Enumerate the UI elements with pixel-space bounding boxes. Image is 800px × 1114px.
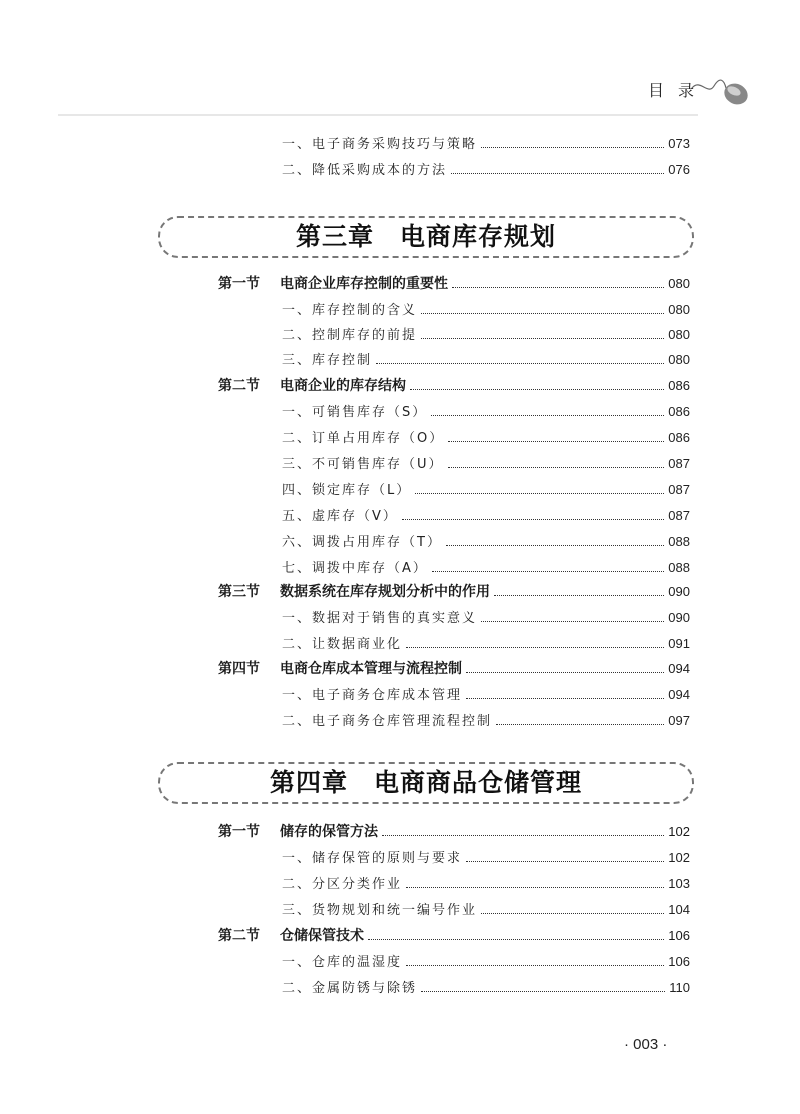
- toc-item[interactable]: [282, 558, 690, 578]
- dot-leader: [448, 441, 664, 442]
- section-number: 第二节: [218, 928, 260, 944]
- dot-leader: [402, 519, 664, 520]
- section-page: 086: [668, 378, 690, 393]
- dot-leader: [481, 621, 664, 622]
- toc-item[interactable]: [282, 402, 690, 422]
- dot-leader: [406, 965, 664, 966]
- toc-item-label: 一、储存保管的原则与要求: [282, 851, 463, 866]
- toc-item-page: 090: [668, 610, 690, 625]
- dot-leader: [481, 913, 664, 914]
- dot-leader: [421, 991, 665, 992]
- section-number: 第三节: [218, 584, 260, 600]
- chapter-number: 第四章: [269, 768, 348, 797]
- toc-item-page: 102: [668, 850, 690, 865]
- chapter-title: 电商商品仓储管理: [374, 768, 583, 797]
- section-page: 090: [668, 584, 690, 599]
- toc-item-label: 二、降低采购成本的方法: [282, 163, 448, 178]
- section-title: 仓储保管技术: [280, 928, 364, 944]
- dot-leader: [415, 493, 664, 494]
- toc-item-label: 二、电子商务仓库管理流程控制: [282, 714, 493, 729]
- toc-section[interactable]: [218, 926, 690, 946]
- toc-item-page: 103: [668, 876, 690, 891]
- toc-section[interactable]: [218, 659, 690, 679]
- toc-item[interactable]: [282, 480, 690, 500]
- toc-item-page: 094: [668, 687, 690, 702]
- toc-item[interactable]: [282, 134, 690, 154]
- toc-item-label: 七、调拨中库存（A）: [282, 561, 428, 576]
- toc-item-label: 二、让数据商业化: [282, 637, 403, 652]
- dot-leader: [421, 338, 664, 339]
- toc-item-page: 080: [668, 352, 690, 367]
- toc-item[interactable]: [282, 325, 690, 345]
- toc-section[interactable]: [218, 376, 690, 396]
- dot-leader: [406, 887, 664, 888]
- toc-item-page: 087: [668, 482, 690, 497]
- toc-item-label: 四、锁定库存（L）: [282, 483, 412, 498]
- toc-item-label: 三、不可销售库存（U）: [282, 457, 444, 472]
- toc-item-label: 二、控制库存的前提: [282, 328, 418, 343]
- dot-leader: [432, 571, 664, 572]
- toc-item-page: 076: [668, 162, 690, 177]
- dot-leader: [466, 698, 664, 699]
- toc-item-page: 087: [668, 456, 690, 471]
- toc-item-page: 106: [668, 954, 690, 969]
- toc-item[interactable]: [282, 300, 690, 320]
- toc-item-page: 091: [668, 636, 690, 651]
- toc-item-label: 一、电子商务采购技巧与策略: [282, 137, 478, 152]
- toc-section[interactable]: [218, 822, 690, 842]
- dot-leader: [446, 545, 664, 546]
- toc-item[interactable]: [282, 952, 690, 972]
- toc-item-label: 一、仓库的温湿度: [282, 955, 403, 970]
- toc-item-page: 073: [668, 136, 690, 151]
- toc-item-label: 二、金属防锈与除锈: [282, 981, 418, 996]
- toc-item[interactable]: [282, 608, 690, 628]
- toc-item[interactable]: [282, 978, 690, 998]
- toc-item-page: 088: [668, 534, 690, 549]
- header-rule: [58, 114, 698, 116]
- chapter-heading[interactable]: [158, 762, 694, 804]
- toc-item[interactable]: [282, 428, 690, 448]
- dot-leader: [410, 389, 664, 390]
- dot-leader: [431, 415, 664, 416]
- section-page: 094: [668, 661, 690, 676]
- section-title: 储存的保管方法: [280, 824, 378, 840]
- toc-section[interactable]: [218, 274, 690, 294]
- section-number: 第四节: [218, 661, 260, 677]
- toc-item-label: 一、电子商务仓库成本管理: [282, 688, 463, 703]
- toc-section[interactable]: [218, 582, 690, 602]
- dot-leader: [406, 647, 664, 648]
- toc-item[interactable]: [282, 160, 690, 180]
- dot-leader: [496, 724, 664, 725]
- toc-item-page: 086: [668, 404, 690, 419]
- dot-leader: [376, 363, 664, 364]
- toc-item-label: 三、库存控制: [282, 353, 373, 368]
- toc-item-page: 088: [668, 560, 690, 575]
- chapter-heading[interactable]: [158, 216, 694, 258]
- toc-item-page: 080: [668, 327, 690, 342]
- section-title: 电商企业的库存结构: [280, 378, 406, 394]
- toc-item[interactable]: [282, 532, 690, 552]
- section-title: 数据系统在库存规划分析中的作用: [280, 584, 490, 600]
- dot-leader: [448, 467, 665, 468]
- section-number: 第二节: [218, 378, 260, 394]
- section-page: 102: [668, 824, 690, 839]
- chapter-title: 电商库存规划: [400, 222, 557, 251]
- page-number: · 003 ·: [624, 1036, 668, 1053]
- section-title: 电商企业库存控制的重要性: [280, 276, 448, 292]
- toc-item[interactable]: [282, 634, 690, 654]
- toc-item-page: 097: [668, 713, 690, 728]
- toc-item-label: 一、库存控制的含义: [282, 303, 418, 318]
- toc-item[interactable]: [282, 900, 690, 920]
- dot-leader: [368, 939, 664, 940]
- toc-item-page: 104: [668, 902, 690, 917]
- section-number: 第一节: [218, 824, 260, 840]
- toc-item-label: 五、虚库存（V）: [282, 509, 398, 524]
- toc-item[interactable]: [282, 350, 690, 370]
- section-number: 第一节: [218, 276, 260, 292]
- dot-leader: [452, 287, 664, 288]
- running-header-title: 目录: [648, 81, 709, 100]
- toc-item-label: 二、分区分类作业: [282, 877, 403, 892]
- section-page: 106: [668, 928, 690, 943]
- toc-item-page: 086: [668, 430, 690, 445]
- toc-item[interactable]: [282, 848, 690, 868]
- toc-item[interactable]: [282, 454, 690, 474]
- toc-item-label: 一、数据对于销售的真实意义: [282, 611, 478, 626]
- toc-item-page: 110: [669, 980, 690, 995]
- dot-leader: [382, 835, 664, 836]
- dot-leader: [481, 147, 664, 148]
- toc-item-label: 六、调拨占用库存（T）: [282, 535, 442, 550]
- toc-item[interactable]: [282, 685, 690, 705]
- dot-leader: [421, 313, 664, 314]
- computer-mouse-icon: [690, 74, 750, 114]
- toc-item-label: 二、订单占用库存（O）: [282, 431, 445, 446]
- dot-leader: [466, 861, 664, 862]
- toc-item-label: 一、可销售库存（S）: [282, 405, 428, 420]
- dot-leader: [466, 672, 664, 673]
- toc-item-page: 080: [668, 302, 690, 317]
- section-title: 电商仓库成本管理与流程控制: [280, 661, 462, 677]
- toc-item-label: 三、货物规划和统一编号作业: [282, 903, 478, 918]
- toc-item[interactable]: [282, 874, 690, 894]
- chapter-number: 第三章: [295, 222, 374, 251]
- dot-leader: [451, 173, 664, 174]
- toc-item[interactable]: [282, 506, 690, 526]
- dot-leader: [494, 595, 664, 596]
- toc-item-page: 087: [668, 508, 690, 523]
- section-page: 080: [668, 276, 690, 291]
- toc-item[interactable]: [282, 711, 690, 731]
